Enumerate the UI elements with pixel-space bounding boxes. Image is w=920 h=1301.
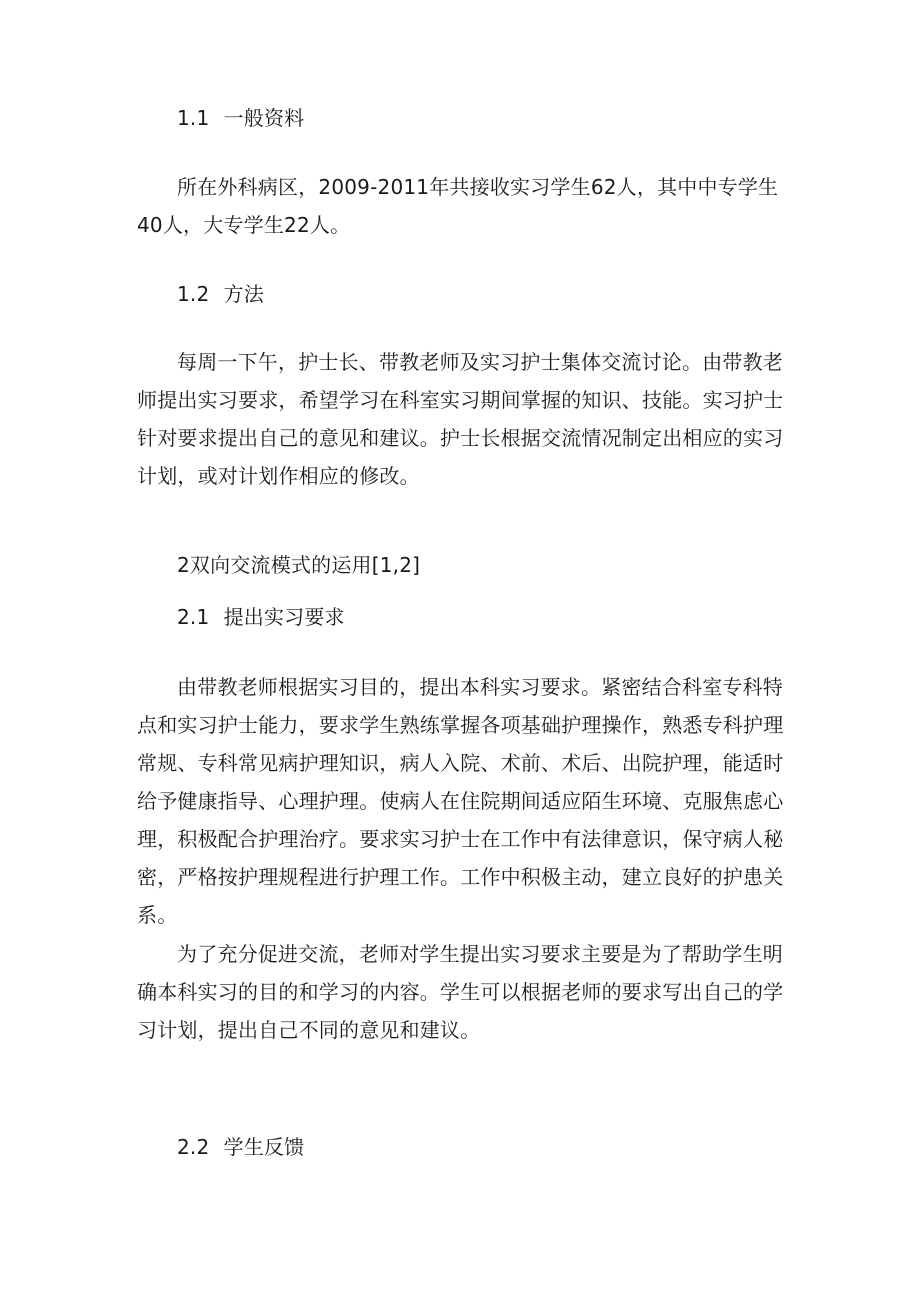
section-title: 学生反馈 <box>223 1135 305 1159</box>
paragraph-communication: 为了充分促进交流，老师对学生提出实习要求主要是为了帮助学生明确本科实习的目的和学习的内容。学生可以根据老师的要求写出自己的学习计划，提出自己不同的意见和建议。 <box>137 942 784 1042</box>
paragraph-requirements: 由带教老师根据实习目的，提出本科实习要求。紧密结合科室专科特点和实习护士能力，要求学生熟练掌握各项基础护理操作，熟悉专科护理常规、专科常见病护理知识，病人入院、术前、术后、出院护理，能适时给予健康指导、心理护理。使病人在住院期间适应陌生环境、克服焦虑心理，积极配合护理治疗。要求实习护士在工作中有法律意识，保守病人秘密，严格按护理规程进行护理工作。工作中积极主动，建立良好的护患关系。 <box>137 675 784 927</box>
section-heading-2 <box>177 549 420 578</box>
section-heading-1-2 <box>177 278 264 307</box>
paragraph-method: 每周一下午，护士长、带教老师及实习护士集体交流讨论。由带教老师提出实习要求，希望学习在科室实习期间掌握的知识、技能。实习护士针对要求提出自己的意见和建议。护士长根据交流情况制定出相应的实习计划，或对计划作相应的修改。 <box>137 350 784 488</box>
section-number: 2.1 <box>177 605 210 629</box>
section-title: 方法 <box>223 282 264 306</box>
section-number: 1.2 <box>177 282 210 306</box>
section-heading-2-1 <box>177 601 345 630</box>
section-heading-2-2 <box>177 1131 304 1160</box>
section-title: 一般资料 <box>223 106 305 130</box>
section-number: 2.2 <box>177 1135 210 1159</box>
section-title: 2双向交流模式的运用[1,2] <box>177 553 421 577</box>
paragraph-general-info: 所在外科病区，2009-2011年共接收实习学生62人，其中中专学生40人，大专学生22人。 <box>137 175 779 237</box>
section-number: 1.1 <box>177 106 210 130</box>
section-title: 提出实习要求 <box>223 605 345 629</box>
section-heading-1-1 <box>177 102 304 131</box>
